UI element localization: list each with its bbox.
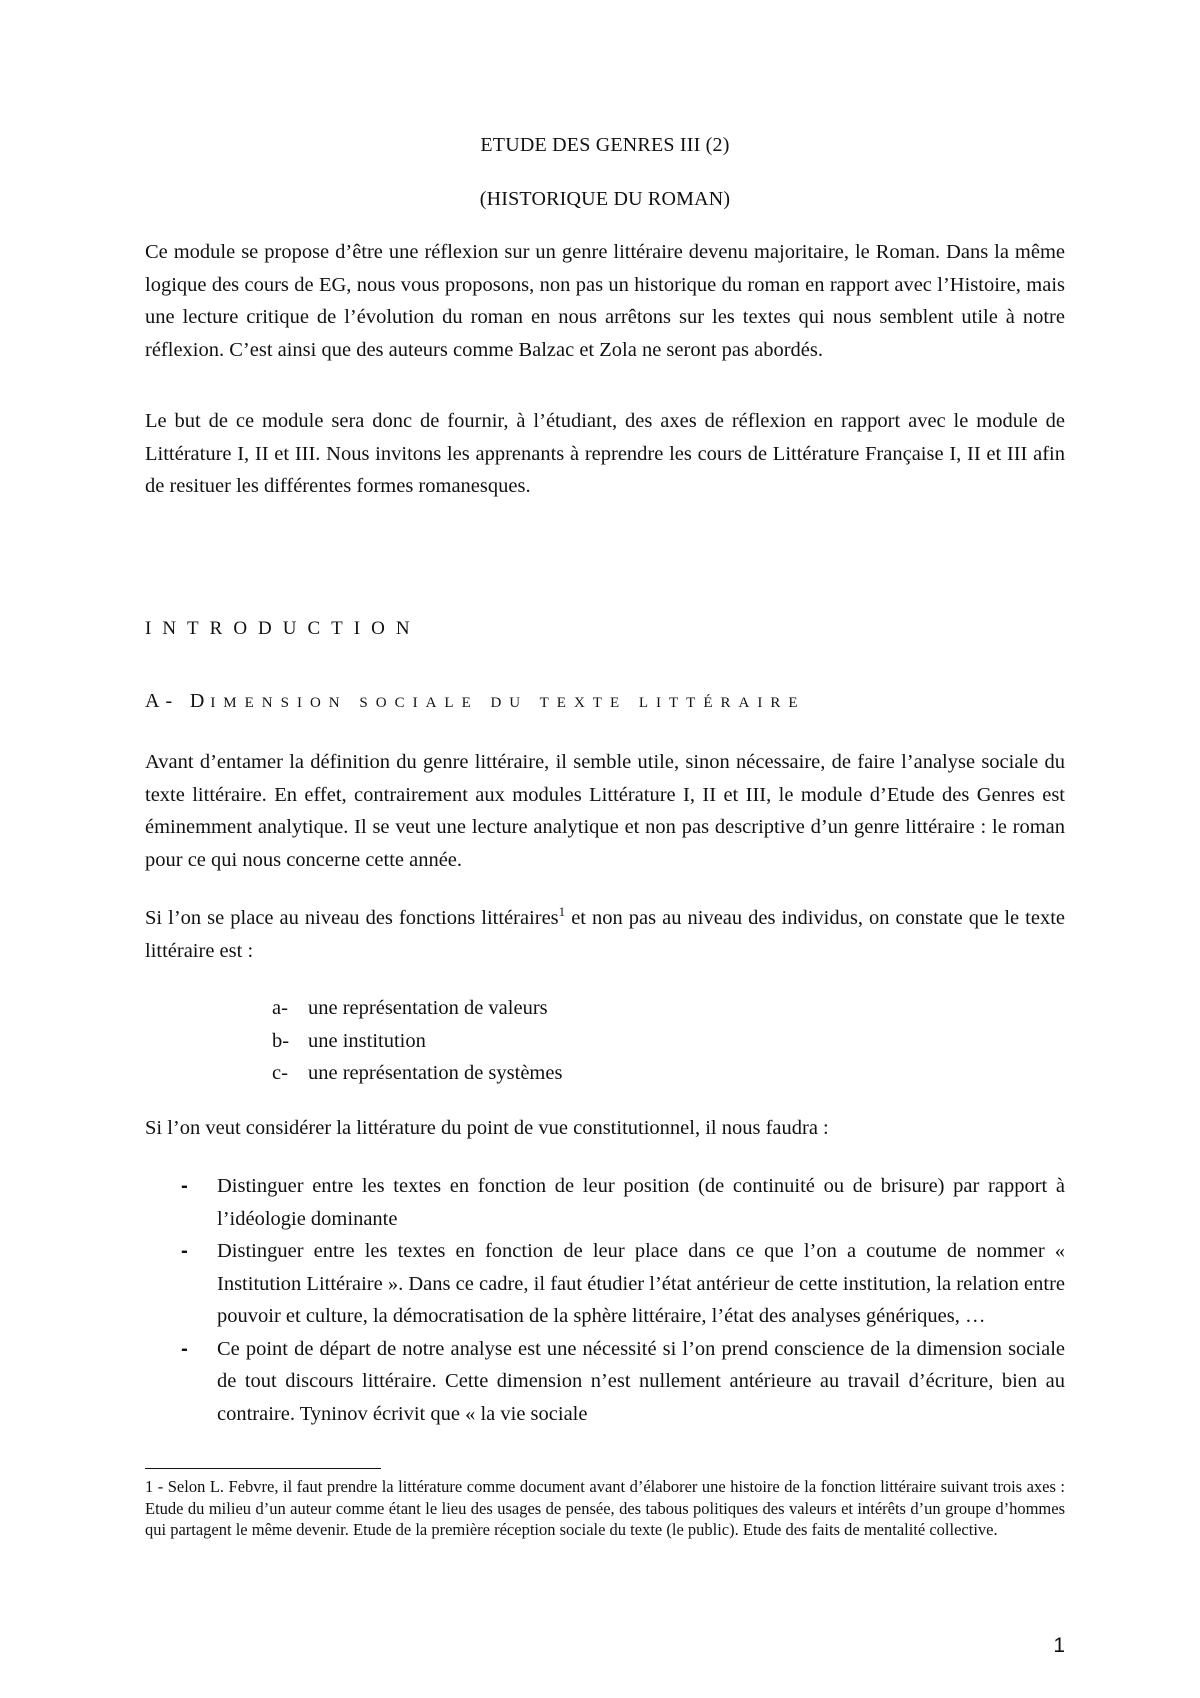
list-text: une institution (308, 1029, 426, 1052)
section-heading: INTRODUCTION (145, 618, 421, 639)
letter-list (272, 992, 562, 1090)
list-text: Ce point de départ de notre analyse est une nécessité si l’on prend conscience de la dimension sociale de tout discours littéraire. Cette dimension n’est nullement antérieure au travail d’écriture, bien au contraire. Tyninov écrivit que « la vie sociale (217, 1337, 1065, 1425)
list-marker: c- (272, 1062, 288, 1084)
list-marker: a- (272, 997, 288, 1019)
dash-marker: - (181, 1174, 188, 1197)
document-title: ETUDE DES GENRES III (2) (480, 134, 730, 156)
paragraph-functions-end: et non pas au niveau des individus, on constate que le texte littéraire est : (145, 907, 1065, 962)
list-item (272, 1057, 562, 1090)
paragraph-functions-start: Si l’on se place au niveau des fonctions littéraires (145, 907, 559, 929)
list-text: Distinguer entre les textes en fonction de leur place dans ce que l’on a coutume de nommer « Institution Littéraire ». Dans ce cadre, il faut étudier l’état antérieur de cette institution, la relation entre pouvoir et culture, la démocratisation de la sphère littéraire, l’état des analyses génériques, … (217, 1240, 1065, 1327)
document-subtitle: (HISTORIQUE DU ROMAN) (479, 188, 731, 210)
footnote-ref[interactable]: 1 (558, 904, 566, 920)
list-item (272, 1025, 562, 1058)
page-number: 1 (1053, 1634, 1065, 1657)
subsection-prefix: A- (145, 690, 179, 712)
dash-list (145, 1170, 1065, 1430)
paragraph-constitutional: Si l’on veut considérer la littérature du point de vue constitutionnel, il nous faudra : (145, 1117, 829, 1139)
list-text: Distinguer entre les textes en fonction de leur position (de continuité ou de brisure) par rapport à l’idéologie dominante (217, 1175, 1065, 1230)
list-item (145, 1235, 1065, 1333)
list-item (272, 992, 562, 1025)
paragraph-functions (145, 902, 1065, 967)
paragraph-analysis: Avant d’entamer la définition du genre littéraire, il semble utile, sinon nécessaire, de faire l’analyse sociale du texte littéraire. En effet, contrairement aux modules Littérature I, II et III, le module d’Etude des Genres est éminemment analytique. Il se veut une lecture analytique et non pas descriptive d’un genre littéraire : le roman pour ce qui nous concerne cette année. (145, 751, 1065, 871)
dash-marker: - (181, 1336, 188, 1360)
footnote: 1 - Selon L. Febvre, il faut prendre la littérature comme document avant d’élaborer une histoire de la fonction littéraire suivant trois axes : Etude du milieu d’un auteur comme étant le lieu des usages de pensée, des tabous politiques des valeurs et intérêts d’un groupe d’hommes qui partagent le même devenir. Etude de la première réception sociale du texte (le public). Etude des faits de mentalité collective. (145, 1477, 1065, 1539)
subsection-first-letter: D (189, 690, 211, 712)
paragraph-intro-2: Le but de ce module sera donc de fournir, à l’étudiant, des axes de réflexion en rapport avec le module de Littérature I, II et III. Nous invitons les apprenants à reprendre les cours de Littérature Française I, II et III afin de resituer les différentes formes romanesques. (145, 410, 1065, 497)
list-text: une représentation de valeurs (308, 997, 548, 1019)
dash-marker: - (181, 1239, 188, 1262)
list-text: une représentation de systèmes (308, 1062, 563, 1084)
subsection-heading (145, 690, 806, 713)
footnote-separator (145, 1468, 381, 1469)
list-item (145, 1333, 1065, 1431)
subsection-title-rest: IMENSION SOCIALE DU TEXTE LITTÉRAIRE (210, 695, 806, 711)
list-item (145, 1170, 1065, 1235)
paragraph-intro-1: Ce module se propose d’être une réflexion sur un genre littéraire devenu majoritaire, le Roman. Dans la même logique des cours de EG, nous vous proposons, non pas un historique du roman en rapport avec l’Histoire, mais une lecture critique de l’évolution du roman en nous arrêtons sur les textes qui nous semblent utile à notre réflexion. C’est ainsi que des auteurs comme Balzac et Zola ne seront pas abordés. (145, 241, 1065, 361)
list-marker: b- (272, 1029, 290, 1052)
